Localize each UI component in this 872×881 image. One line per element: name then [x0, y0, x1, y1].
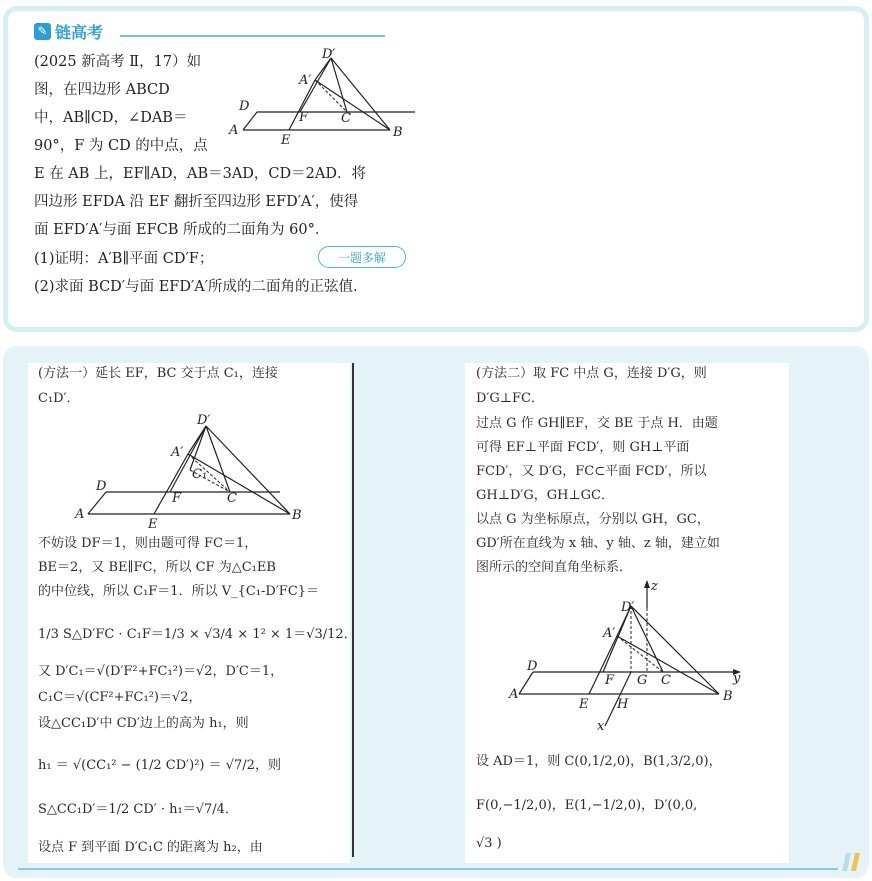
multi-solution-badge[interactable]: 一题多解: [318, 246, 406, 268]
bottom-rule: [18, 868, 838, 870]
label-z: z: [651, 579, 658, 594]
method1-line: (方法一）延长 EF，BC 交于点 C₁，连接: [38, 366, 278, 381]
label-dprime: D′: [322, 47, 336, 62]
method2-figure: [505, 578, 755, 733]
label-a: A: [75, 507, 85, 522]
label-a: A: [509, 687, 519, 702]
label-b: B: [292, 508, 302, 523]
question-2: (2)求面 BCD′与面 EFD′A′所成的二面角的正弦值.: [34, 279, 358, 295]
label-dprime: D′: [197, 413, 211, 428]
brand-header: [34, 20, 103, 42]
label-f: F: [605, 673, 615, 688]
label-aprime: A′: [171, 445, 184, 460]
method1-line: BE＝2，又 BE∥FC，所以 CF 为△C₁EB: [38, 560, 276, 575]
problem-line: 中，AB∥CD，∠DAB＝: [34, 110, 188, 126]
method2-line: 设 AD＝1，则 C(0,1/2,0)，B(1,3/2,0)，: [476, 754, 722, 769]
label-y: y: [733, 671, 741, 686]
label-f: F: [172, 491, 182, 506]
method2-line: (方法二）取 FC 中点 G，连接 D′G，则: [476, 366, 707, 381]
method2-line: GD′所在直线为 x 轴、y 轴、z 轴，建立如: [476, 536, 720, 551]
label-c1: C₁: [192, 467, 208, 482]
label-d: D: [239, 99, 250, 114]
method1-line: h₁ ＝ √(CC₁² − (1/2 CD′)²) ＝ √7/2，则: [38, 758, 281, 773]
method1-line: S△CC₁D′＝1/2 CD′ · h₁＝√7/4．: [38, 802, 238, 817]
label-d: D: [96, 479, 107, 494]
method2-line: GH⊥D′G，GH⊥GC．: [476, 488, 614, 503]
problem-line: (2025 新高考 Ⅱ，17）如: [34, 54, 202, 70]
problem-line: 四边形 EFDA 沿 EF 翻折至四边形 EFD′A′，使得: [34, 194, 359, 210]
problem-figure: [225, 47, 410, 148]
label-e: E: [281, 133, 291, 148]
label-dprime: D′: [621, 600, 635, 615]
method1-line: 不妨设 DF＝1，则由题可得 FC＝1，: [38, 536, 258, 551]
label-aprime: A′: [299, 73, 312, 88]
problem-line: 90°，F 为 CD 的中点，点: [34, 138, 208, 154]
question-1: (1)证明：A′B∥平面 CD′F；: [34, 251, 214, 267]
method2-line: F(0,−1/2,0)，E(1,−1/2,0)，D′(0,0,: [476, 798, 698, 813]
method2-line: 可得 EF⊥平面 FCD′，则 GH⊥平面: [476, 440, 690, 455]
header-rule: [120, 35, 385, 37]
label-g: G: [637, 673, 648, 688]
method2-line: 过点 G 作 GH∥EF，交 BE 于点 H．由题: [476, 416, 718, 431]
column-divider: [352, 363, 354, 857]
problem-line: E 在 AB 上，EF∥AD，AB＝3AD，CD＝2AD．将: [34, 166, 366, 182]
method2-line: 以点 G 为坐标原点，分别以 GH，GC，: [476, 512, 710, 527]
method1-line: 的中位线，所以 C₁F＝1．所以 V_{C₁-D′FC}＝: [38, 584, 320, 599]
label-aprime: A′: [603, 626, 616, 641]
label-c: C: [661, 673, 671, 688]
method1-line: C₁C＝√(CF²+FC₁²)＝√2，: [38, 690, 202, 705]
corner-stripes-icon: [842, 853, 864, 871]
method2-line: D′G⊥FC．: [476, 391, 544, 406]
problem-line: 面 EFD′A′与面 EFCB 所成的二面角为 60°．: [34, 222, 330, 238]
link-icon: ✎: [34, 23, 51, 40]
problem-line: 图，在四边形 ABCD: [34, 82, 170, 98]
method1-line: 又 D′C₁＝√(D′F²+FC₁²)＝√2，D′C＝1，: [38, 664, 284, 679]
brand-title: 链高考: [55, 22, 104, 42]
label-c: C: [341, 111, 351, 126]
label-e: E: [148, 517, 158, 532]
label-a: A: [229, 123, 239, 138]
method2-line: √3 ): [476, 836, 502, 851]
method2-line: 图所示的空间直角坐标系．: [476, 560, 633, 575]
label-e: E: [579, 697, 589, 712]
label-x: x: [597, 719, 605, 734]
method1-line: C₁D′．: [38, 391, 80, 406]
label-c: C: [227, 491, 237, 506]
label-f: F: [299, 110, 309, 125]
method1-figure: [70, 412, 310, 532]
label-b: B: [723, 689, 733, 704]
method2-line: FCD′，又 D′G，FC⊂平面 FCD′，所以: [476, 464, 707, 479]
method1-line: 设点 F 到平面 D′C₁C 的距离为 h₂，由: [38, 840, 263, 855]
method1-line: 设△CC₁D′中 CD′边上的高为 h₁，则: [38, 716, 249, 731]
label-b: B: [393, 125, 403, 140]
label-d: D: [527, 659, 538, 674]
method1-line: 1/3 S△D′FC · C₁F＝1/3 × √3/4 × 1² × 1＝√3/12．: [38, 627, 357, 642]
label-h: H: [617, 697, 629, 712]
